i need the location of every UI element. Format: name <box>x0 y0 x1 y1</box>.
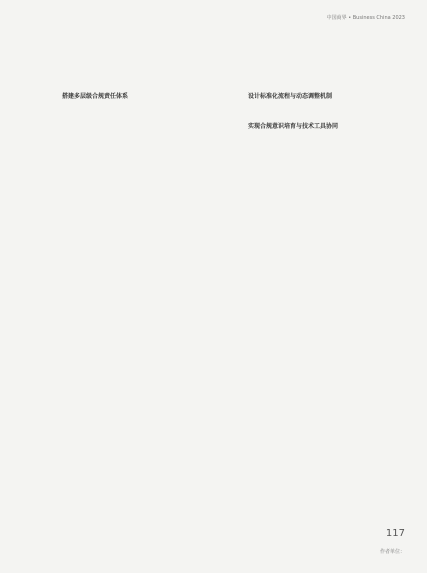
page-number: 117 <box>385 528 405 539</box>
paragraph <box>248 104 418 115</box>
section-heading: 实现合规意识培育与技术工具协同 <box>248 123 339 130</box>
author-affiliation: 作者单位： <box>379 549 405 555</box>
paragraph <box>248 147 418 158</box>
paragraph <box>248 134 418 145</box>
paragraph <box>62 117 232 128</box>
paragraph <box>248 74 418 85</box>
section-heading: 设计标准化流程与动态调整机制 <box>248 93 333 100</box>
paragraph <box>62 130 232 141</box>
right-column <box>248 74 418 160</box>
section-heading: 搭建多层级合规责任体系 <box>62 93 129 100</box>
left-column <box>62 74 232 143</box>
paragraph <box>62 74 232 85</box>
paragraph <box>62 104 232 115</box>
page-header: 中国商界 • Business China 2023 <box>326 15 405 21</box>
